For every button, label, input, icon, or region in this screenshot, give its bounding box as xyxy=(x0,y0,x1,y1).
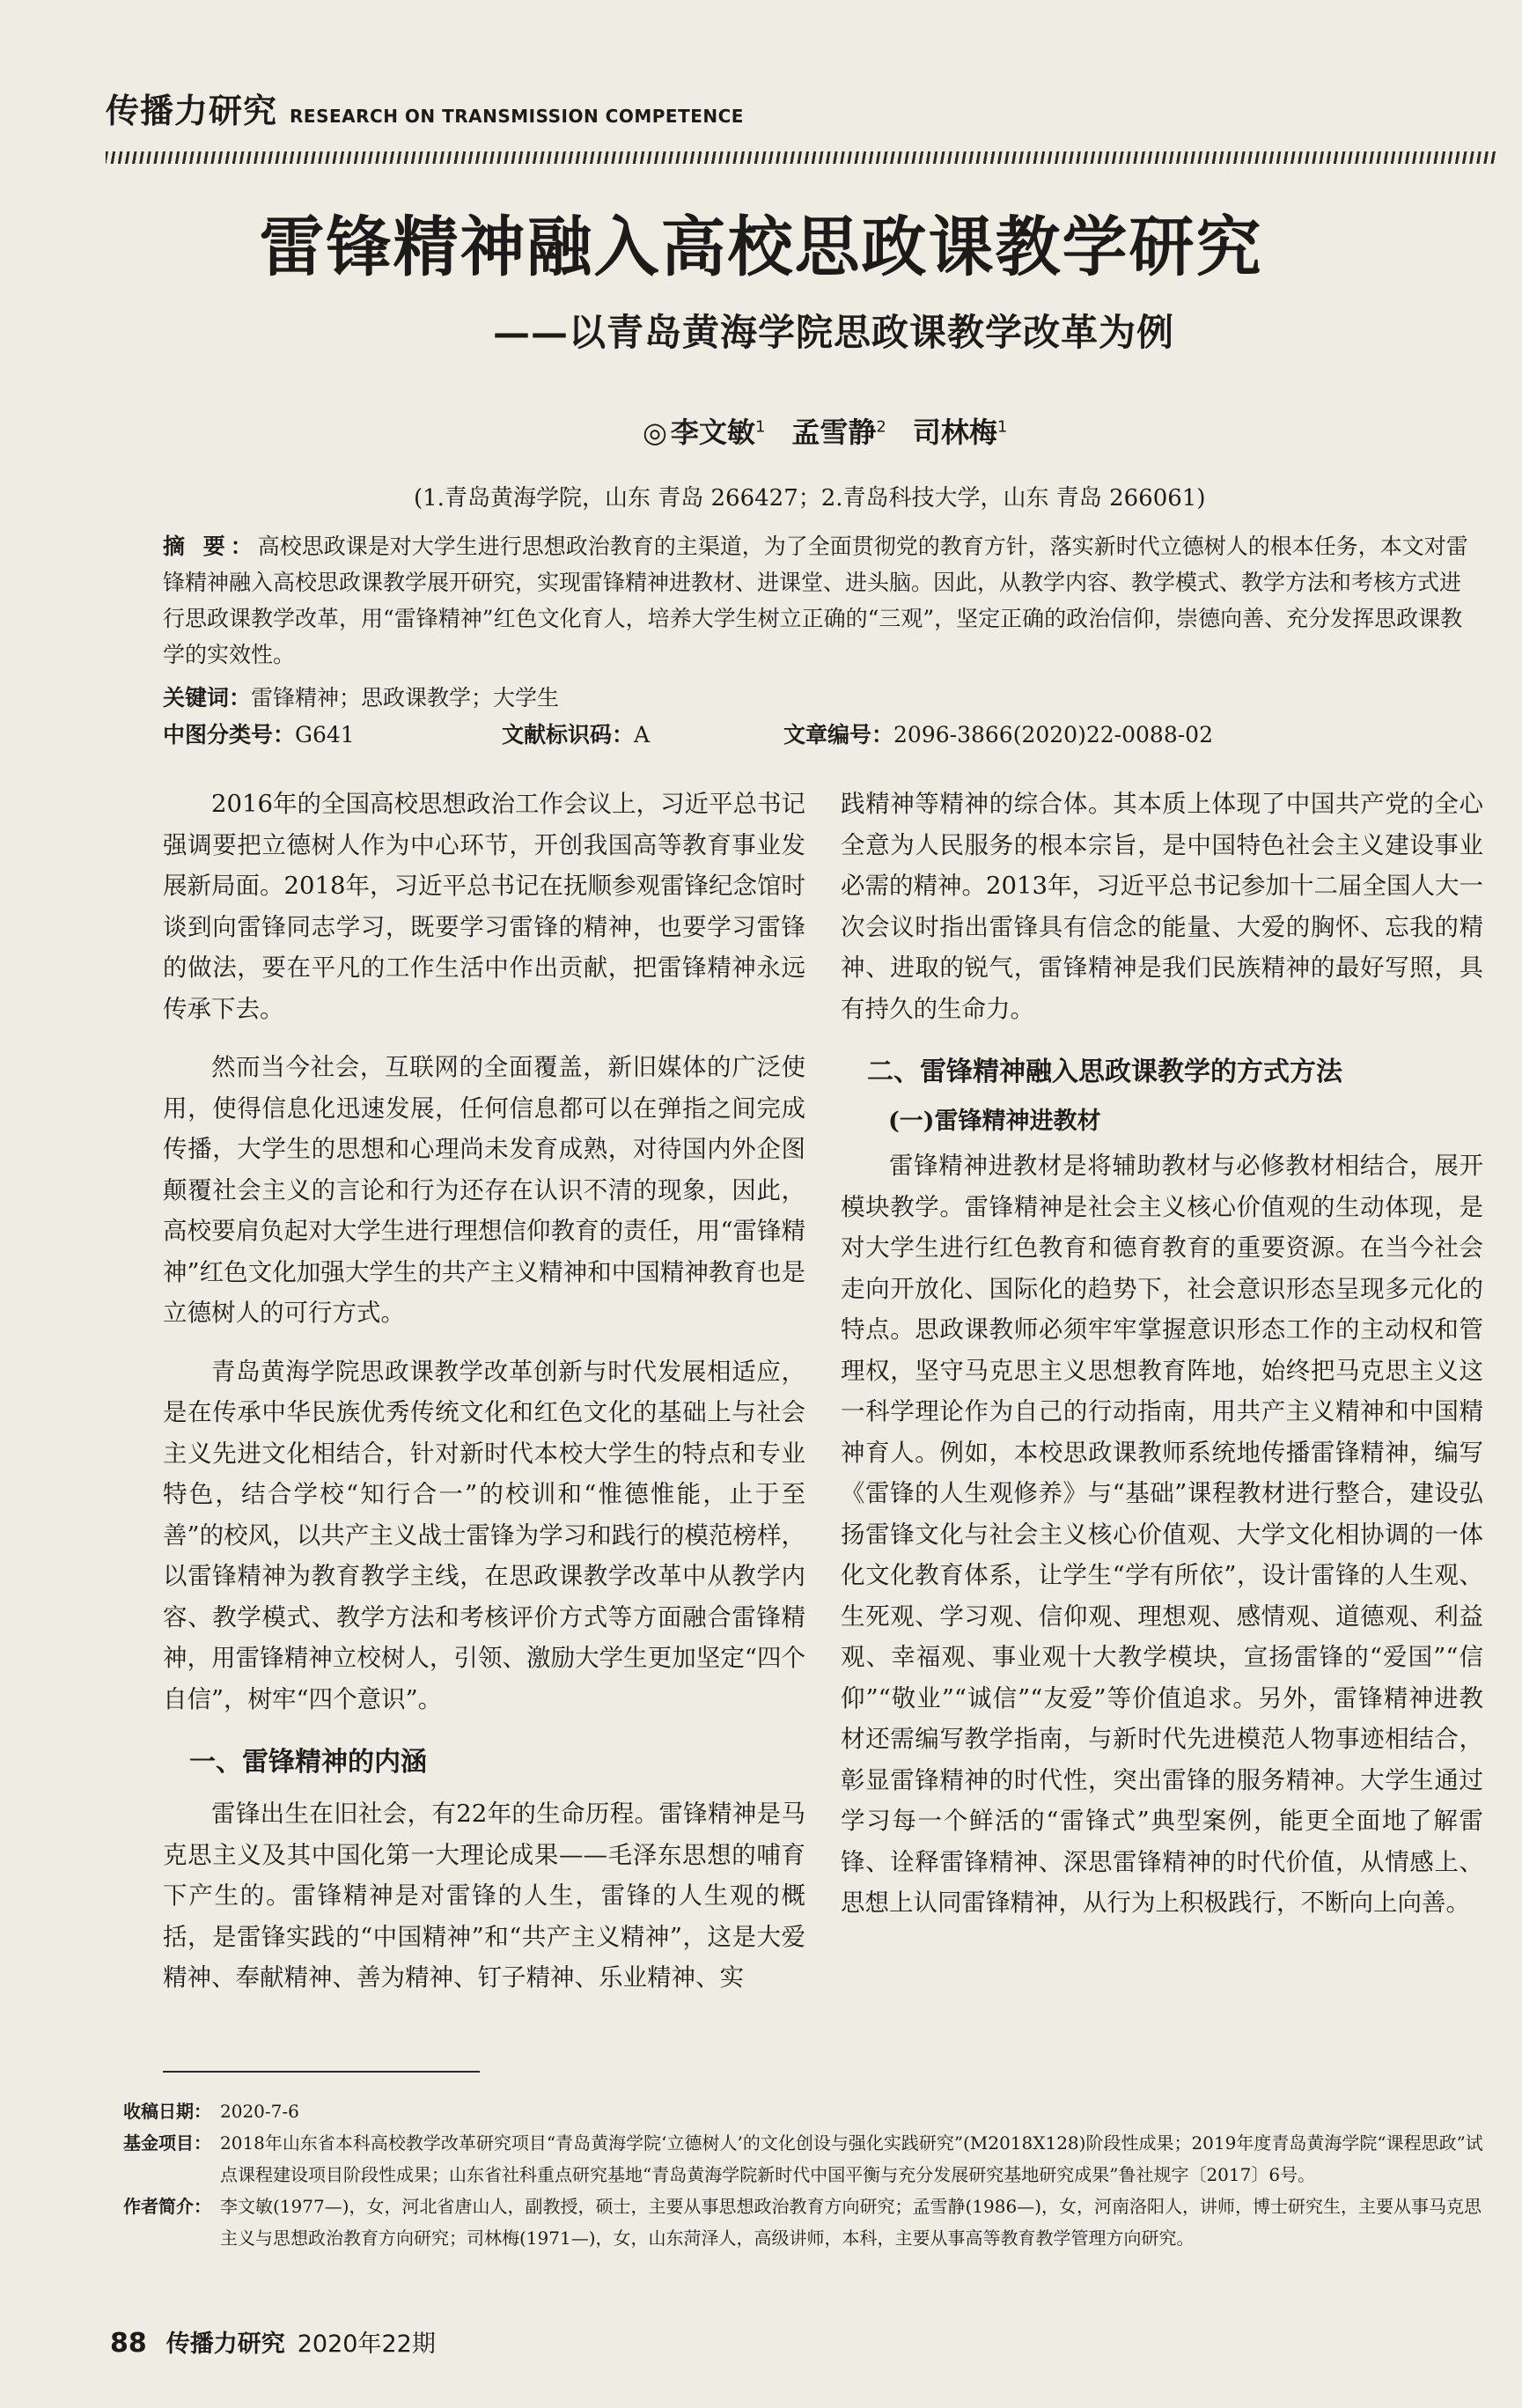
section-heading: 二、雷锋精神融入思政课教学的方式方法 xyxy=(867,1057,1342,1087)
keywords xyxy=(163,681,559,712)
page-number: 88 xyxy=(110,2328,147,2359)
author-2: 孟雪静$^2$ xyxy=(791,416,886,449)
journal-name-cn: 传播力研究 xyxy=(106,92,278,130)
footnote-author-bio: 作者简介： 李文敏(1977—)，女，河北省唐山人，副教授，硕士，主要从事思想政治教育方向研究；孟雪静(1986—)，女，河南洛阳人，讲师，博士研究生，主要从事马克思主义与思想政治教育方向研究；司林梅(1971—)，女，山东菏泽人，高级讲师，本科，主要从事高等教育教学管理方向研究。 xyxy=(123,2196,1482,2249)
author-mark: ◎ xyxy=(643,416,667,449)
footer-journal: 传播力研究 xyxy=(165,2331,285,2358)
clc-number: 中图分类号：G641 xyxy=(163,722,355,747)
footnote xyxy=(123,2095,1496,2254)
footnote-fund: 基金项目： 2018年山东省本科高校教学改革研究项目“青岛黄海学院‘立德树人’的文化创设与强化实践研究”(M2018X128)阶段性成果；2019年度青岛黄海学院“课程思政”试点课程建设项目阶段性成果；山东省社科重点研究基地“青岛黄海学院新时代中国平衡与充分发展研究基地研究成果”鲁社规字〔2017〕6号。 xyxy=(123,2132,1483,2185)
footer-issue: 2020年22期 xyxy=(297,2331,436,2358)
paragraph: 雷锋精神进教材是将辅助教材与必修教材相结合，展开模块教学。雷锋精神是社会主义核心价值观的生动体现，是对大学生进行红色教育和德育教育的重要资源。在当今社会走向开放化、国际化的趋势下，社会意识形态呈现多元化的特点。思政课教师必须牢牢掌握意识形态工作的主动权和管理权，坚守马克思主义思想教育阵地，始终把马克思主义这一科学理论作为自己的行动指南，用共产主义精神和中国精神育人。例如，本校思政课教师系统地传播雷锋精神，编写《雷锋的人生观修养》与“基础”课程教材进行整合，建设弘扬雷锋文化与社会主义核心价值观、大学文化相协调的一体化文化教育体系，让学生“学有所依”，设计雷锋的人生观、生死观、学习观、信仰观、理想观、感情观、道德观、利益观、幸福观、事业观十大教学模块，宣扬雷锋的“爱国”“信仰”“敬业”“诚信”“友爱”等价值追求。另外，雷锋精神进教材还需编写教学指南，与新时代先进模范人物事迹相结合，彰显雷锋精神的时代性，突出雷锋的服务精神。大学生通过学习每一个鲜活的“雷锋式”典型案例，能更全面地了解雷锋、诠释雷锋精神、深思雷锋精神的时代价值，从情感上、思想上认同雷锋精神，从行为上积极践行，不断向上向善。 xyxy=(841,1152,1483,1917)
author-1: 李文敏$^1$ xyxy=(670,416,766,449)
abstract-text: 高校思政课是对大学生进行思想政治教育的主渠道，为了全面贯彻党的教育方针，落实新时代立德树人的根本任务，本文对雷锋精神融入高校思政课教学展开研究，实现雷锋精神进教材、进课堂、进头脑。因此，从教学内容、教学模式、教学方法和考核方式进行思政课教学改革，用“雷锋精神”红色文化育人，培养大学生树立正确的“三观”，坚定正确的政治信仰，崇德向善、充分发挥思政课教学的实效性。 xyxy=(163,534,1468,667)
subsection-heading: (一)雷锋精神进教材 xyxy=(888,1108,1101,1135)
article-subtitle: ——以青岛黄海学院思政课教学改革为例 xyxy=(493,311,1175,354)
body-column-left xyxy=(163,784,805,1999)
abstract-label: 摘 要： xyxy=(163,534,258,559)
paragraph: 践精神等精神的综合体。其本质上体现了中国共产党的全心全意为人民服务的根本宗旨，是中国特色社会主义建设事业必需的精神。2013年，习近平总书记参加十二届全国人大一次会议时指出雷锋具有信念的能量、大爱的胸怀、忘我的精神、进取的锐气，雷锋精神是我们民族精神的最好写照，具有持久的生命力。 xyxy=(841,790,1483,1023)
journal-name-en: RESEARCH ON TRANSMISSION COMPETENCE xyxy=(290,106,744,127)
author-list xyxy=(643,410,1033,451)
abstract xyxy=(163,528,1474,673)
keywords-label: 关键词： xyxy=(163,685,252,711)
running-header xyxy=(106,84,1479,132)
paragraph: 然而当今社会，互联网的全面覆盖，新旧媒体的广泛使用，使得信息化迅速发展，任何信息都可以在弹指之间完成传播，大学生的思想和心理尚未发育成熟，对待国内外企图颠覆社会主义的言论和行为还存在认识不清的现象，因此，高校要肩负起对大学生进行理想信仰教育的责任，用“雷锋精神”红色文化加强大学生的共产主义精神和中国精神教育也是立德树人的可行方式。 xyxy=(163,1053,805,1327)
paragraph: 雷锋出生在旧社会，有22年的生命历程。雷锋精神是马克思主义及其中国化第一大理论成果——毛泽东思想的哺育下产生的。雷锋精神是对雷锋的人生，雷锋的人生观的概括，是雷锋实践的“中国精神”和“共产主义精神”，这是大爱精神、奉献精神、善为精神、钉子精神、乐业精神、实 xyxy=(163,1800,805,1992)
author-3: 司林梅$^1$ xyxy=(912,416,1008,449)
footnote-received: 收稿日期： 2020-7-6 xyxy=(123,2101,299,2122)
header-wave-rule xyxy=(106,151,1496,164)
article-title: 雷锋精神融入高校思政课教学研究 xyxy=(259,210,1263,285)
paragraph: 青岛黄海学院思政课教学改革创新与时代发展相适应，是在传承中华民族优秀传统文化和红色文化的基础上与社会主义先进文化相结合，针对新时代本校大学生的特点和专业特色，结合学校“知行合一”的校训和“惟德惟能，止于至善”的校风，以共产主义战士雷锋为学习和践行的模范榜样，以雷锋精神为教育教学主线，在思政课教学改革中从教学内容、教学模式、教学方法和考核评价方式等方面融合雷锋精神，用雷锋精神立校树人，引领、激励大学生更加坚定“四个自信”，树牢“四个意识”。 xyxy=(163,1357,805,1713)
running-footer xyxy=(110,2324,436,2359)
keywords-text: 雷锋精神；思政课教学；大学生 xyxy=(251,685,560,711)
article-number: 文章编号：2096-3866(2020)22-0088-02 xyxy=(783,722,1213,747)
footnote-rule xyxy=(163,2071,480,2073)
body-column-right xyxy=(841,784,1483,1924)
paragraph: 2016年的全国高校思想政治工作会议上，习近平总书记强调要把立德树人作为中心环节，开创我国高等教育事业发展新局面。2018年，习近平总书记在抚顺参观雷锋纪念馆时谈到向雷锋同志学习，既要学习雷锋的精神，也要学习雷锋的做法，要在平凡的工作生活中作出贡献，把雷锋精神永远传承下去。 xyxy=(163,790,805,1023)
section-heading: 一、雷锋精神的内涵 xyxy=(189,1747,427,1778)
author-affiliation: (1.青岛黄海学院，山东 青岛 266427；2.青岛科技大学，山东 青岛 266061) xyxy=(414,485,1206,512)
document-code: 文献标识码：A xyxy=(502,722,651,747)
